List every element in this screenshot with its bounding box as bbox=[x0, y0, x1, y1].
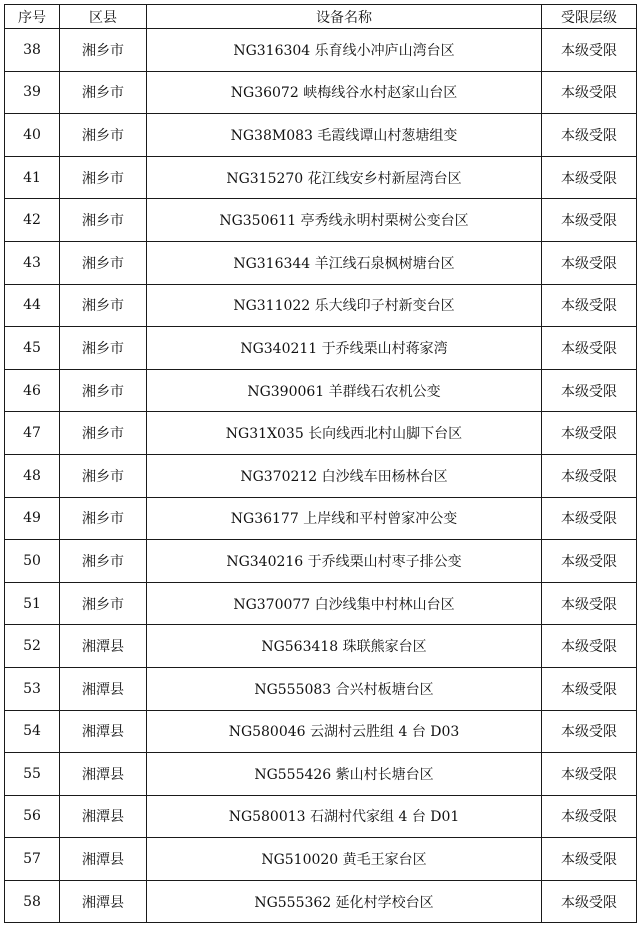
cell-level: 本级受限 bbox=[542, 454, 637, 497]
cell-no: 38 bbox=[5, 29, 60, 72]
cell-level: 本级受限 bbox=[542, 114, 637, 157]
cell-level: 本级受限 bbox=[542, 625, 637, 668]
cell-device-name: NG390061 羊群线石农机公变 bbox=[147, 369, 542, 412]
table-row bbox=[5, 497, 637, 540]
cell-level: 本级受限 bbox=[542, 710, 637, 753]
cell-district: 湘乡市 bbox=[60, 412, 147, 455]
table-row bbox=[5, 753, 637, 796]
cell-district: 湘乡市 bbox=[60, 540, 147, 583]
cell-level: 本级受限 bbox=[542, 327, 637, 370]
cell-no: 47 bbox=[5, 412, 60, 455]
cell-device-name: NG36072 峡梅线谷水村赵家山台区 bbox=[147, 71, 542, 114]
cell-district: 湘乡市 bbox=[60, 241, 147, 284]
cell-district: 湘乡市 bbox=[60, 454, 147, 497]
cell-district: 湘潭县 bbox=[60, 838, 147, 881]
cell-level: 本级受限 bbox=[542, 753, 637, 796]
table-row bbox=[5, 412, 637, 455]
table-row bbox=[5, 156, 637, 199]
cell-no: 46 bbox=[5, 369, 60, 412]
cell-district: 湘乡市 bbox=[60, 156, 147, 199]
cell-district: 湘乡市 bbox=[60, 199, 147, 242]
header-row bbox=[5, 5, 637, 29]
cell-no: 49 bbox=[5, 497, 60, 540]
cell-no: 52 bbox=[5, 625, 60, 668]
table-row bbox=[5, 838, 637, 881]
cell-device-name: NG38M083 毛霞线谭山村葱塘组变 bbox=[147, 114, 542, 157]
cell-no: 44 bbox=[5, 284, 60, 327]
cell-device-name: NG315270 花江线安乡村新屋湾台区 bbox=[147, 156, 542, 199]
header-level: 受限层级 bbox=[542, 5, 637, 29]
table-row bbox=[5, 454, 637, 497]
cell-district: 湘乡市 bbox=[60, 497, 147, 540]
table-row bbox=[5, 880, 637, 923]
header-no: 序号 bbox=[5, 5, 60, 29]
cell-device-name: NG36177 上岸线和平村曾家冲公变 bbox=[147, 497, 542, 540]
cell-level: 本级受限 bbox=[542, 71, 637, 114]
cell-level: 本级受限 bbox=[542, 156, 637, 199]
cell-device-name: NG340216 于乔线栗山村枣子排公变 bbox=[147, 540, 542, 583]
cell-device-name: NG563418 珠联熊家台区 bbox=[147, 625, 542, 668]
cell-level: 本级受限 bbox=[542, 241, 637, 284]
cell-district: 湘潭县 bbox=[60, 710, 147, 753]
header-device-name: 设备名称 bbox=[147, 5, 542, 29]
cell-district: 湘乡市 bbox=[60, 327, 147, 370]
cell-device-name: NG510020 黄毛王家台区 bbox=[147, 838, 542, 881]
cell-level: 本级受限 bbox=[542, 582, 637, 625]
table-row bbox=[5, 284, 637, 327]
cell-device-name: NG555362 延化村学校台区 bbox=[147, 880, 542, 923]
cell-device-name: NG350611 亭秀线永明村栗树公变台区 bbox=[147, 199, 542, 242]
cell-district: 湘乡市 bbox=[60, 114, 147, 157]
cell-device-name: NG316344 羊江线石泉枫树塘台区 bbox=[147, 241, 542, 284]
cell-no: 55 bbox=[5, 753, 60, 796]
cell-device-name: NG340211 于乔线栗山村蒋家湾 bbox=[147, 327, 542, 370]
cell-district: 湘乡市 bbox=[60, 29, 147, 72]
cell-level: 本级受限 bbox=[542, 667, 637, 710]
cell-level: 本级受限 bbox=[542, 284, 637, 327]
cell-no: 41 bbox=[5, 156, 60, 199]
cell-district: 湘潭县 bbox=[60, 880, 147, 923]
cell-no: 53 bbox=[5, 667, 60, 710]
cell-district: 湘潭县 bbox=[60, 795, 147, 838]
table-row bbox=[5, 327, 637, 370]
table-body bbox=[5, 29, 637, 923]
cell-level: 本级受限 bbox=[542, 369, 637, 412]
header-district: 区县 bbox=[60, 5, 147, 29]
cell-device-name: NG316304 乐育线小冲庐山湾台区 bbox=[147, 29, 542, 72]
cell-device-name: NG31X035 长向线西北村山脚下台区 bbox=[147, 412, 542, 455]
cell-no: 51 bbox=[5, 582, 60, 625]
cell-district: 湘乡市 bbox=[60, 582, 147, 625]
cell-no: 54 bbox=[5, 710, 60, 753]
table-row bbox=[5, 114, 637, 157]
cell-district: 湘乡市 bbox=[60, 284, 147, 327]
cell-district: 湘潭县 bbox=[60, 667, 147, 710]
cell-level: 本级受限 bbox=[542, 29, 637, 72]
cell-no: 48 bbox=[5, 454, 60, 497]
table-row bbox=[5, 199, 637, 242]
cell-no: 40 bbox=[5, 114, 60, 157]
cell-no: 50 bbox=[5, 540, 60, 583]
cell-device-name: NG580046 云湖村云胜组 4 台 D03 bbox=[147, 710, 542, 753]
cell-district: 湘潭县 bbox=[60, 625, 147, 668]
table-row bbox=[5, 667, 637, 710]
cell-device-name: NG370077 白沙线集中村林山台区 bbox=[147, 582, 542, 625]
table-row bbox=[5, 710, 637, 753]
cell-device-name: NG580013 石湖村代家组 4 台 D01 bbox=[147, 795, 542, 838]
cell-district: 湘潭县 bbox=[60, 753, 147, 796]
cell-no: 43 bbox=[5, 241, 60, 284]
table-row bbox=[5, 71, 637, 114]
cell-no: 45 bbox=[5, 327, 60, 370]
table-row bbox=[5, 582, 637, 625]
cell-no: 56 bbox=[5, 795, 60, 838]
cell-level: 本级受限 bbox=[542, 199, 637, 242]
device-table bbox=[4, 4, 637, 923]
cell-no: 42 bbox=[5, 199, 60, 242]
table-row bbox=[5, 540, 637, 583]
cell-level: 本级受限 bbox=[542, 795, 637, 838]
cell-no: 39 bbox=[5, 71, 60, 114]
cell-level: 本级受限 bbox=[542, 540, 637, 583]
cell-district: 湘乡市 bbox=[60, 71, 147, 114]
cell-level: 本级受限 bbox=[542, 838, 637, 881]
cell-device-name: NG311022 乐大线印子村新变台区 bbox=[147, 284, 542, 327]
cell-level: 本级受限 bbox=[542, 497, 637, 540]
cell-no: 57 bbox=[5, 838, 60, 881]
table-row bbox=[5, 369, 637, 412]
cell-level: 本级受限 bbox=[542, 880, 637, 923]
table-row bbox=[5, 795, 637, 838]
cell-device-name: NG555426 紫山村长塘台区 bbox=[147, 753, 542, 796]
table-row bbox=[5, 241, 637, 284]
cell-level: 本级受限 bbox=[542, 412, 637, 455]
cell-district: 湘乡市 bbox=[60, 369, 147, 412]
cell-device-name: NG555083 合兴村板塘台区 bbox=[147, 667, 542, 710]
cell-device-name: NG370212 白沙线车田杨林台区 bbox=[147, 454, 542, 497]
table-row bbox=[5, 29, 637, 72]
cell-no: 58 bbox=[5, 880, 60, 923]
table-row bbox=[5, 625, 637, 668]
